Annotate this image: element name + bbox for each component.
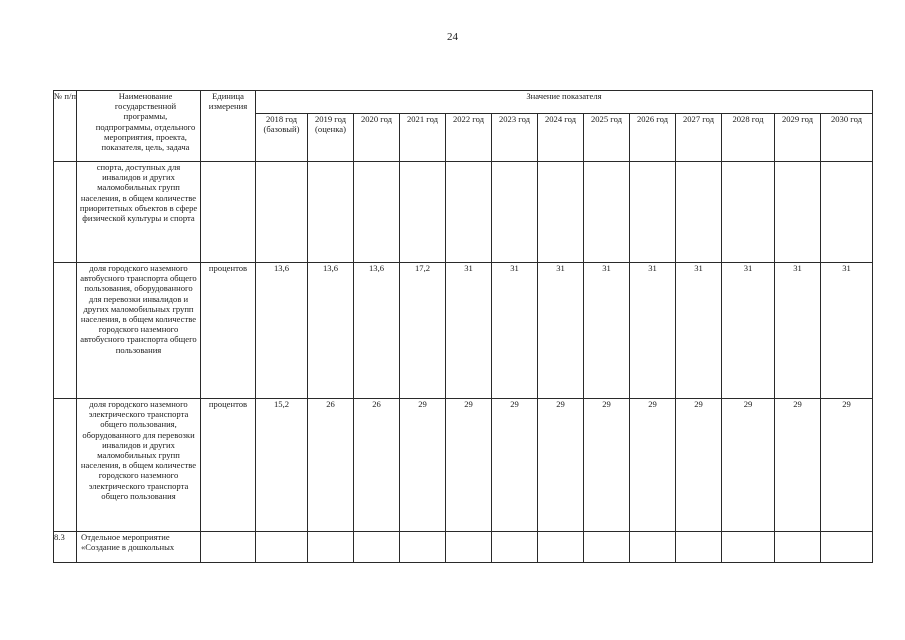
row-num: [54, 263, 77, 399]
value-cell: 29: [676, 399, 722, 532]
value-cell: 31: [821, 263, 873, 399]
value-cell: 29: [400, 399, 446, 532]
year-header: 2019 год (оценка): [308, 114, 354, 162]
table-row: [54, 399, 873, 532]
value-cell: 31: [676, 263, 722, 399]
value-cell: 26: [308, 399, 354, 532]
value-cell: 31: [630, 263, 676, 399]
year-header: 2024 год: [538, 114, 584, 162]
value-cell: [400, 162, 446, 263]
header-row: [54, 91, 873, 114]
row-name: Отдельное мероприятие «Создание в дошкольных: [77, 532, 201, 563]
value-cell: 15,2: [256, 399, 308, 532]
value-cell: [446, 532, 492, 563]
value-cell: 29: [821, 399, 873, 532]
value-cell: [538, 162, 584, 263]
row-name: спорта, доступных для инвалидов и других маломобильных групп населения, в общем количестве приоритетных объектов в сфере физической культуры и спорта: [77, 162, 201, 263]
value-cell: [354, 162, 400, 263]
row-num: 8.3: [54, 532, 77, 563]
row-name: доля городского наземного автобусного транспорта общего пользования, оборудованного для перевозки инвалидов и других маломобильных групп населения, в общем количестве городского наземного автобусного транспорта общего пользования: [77, 263, 201, 399]
row-num: [54, 162, 77, 263]
value-cell: 29: [630, 399, 676, 532]
value-cell: [308, 532, 354, 563]
year-header: 2018 год (базовый): [256, 114, 308, 162]
value-cell: 31: [775, 263, 821, 399]
value-cell: [722, 162, 775, 263]
value-cell: 29: [722, 399, 775, 532]
year-header: 2026 год: [630, 114, 676, 162]
table-row: [54, 263, 873, 399]
row-unit: [201, 532, 256, 563]
value-cell: [775, 532, 821, 563]
value-cell: 13,6: [308, 263, 354, 399]
value-cell: [821, 162, 873, 263]
value-cell: [308, 162, 354, 263]
value-cell: [400, 532, 446, 563]
value-cell: 17,2: [400, 263, 446, 399]
value-cell: [676, 532, 722, 563]
year-header: 2020 год: [354, 114, 400, 162]
value-cell: 29: [538, 399, 584, 532]
indicators-table: [53, 90, 873, 563]
value-cell: [354, 532, 400, 563]
value-cell: 29: [584, 399, 630, 532]
value-cell: 13,6: [354, 263, 400, 399]
value-cell: [492, 162, 538, 263]
value-cell: [256, 532, 308, 563]
value-cell: [446, 162, 492, 263]
year-header: 2021 год: [400, 114, 446, 162]
value-cell: 31: [584, 263, 630, 399]
value-cell: 29: [775, 399, 821, 532]
value-cell: 29: [446, 399, 492, 532]
table-row: [54, 532, 873, 563]
year-header: 2023 год: [492, 114, 538, 162]
value-cell: [630, 532, 676, 563]
row-num: [54, 399, 77, 532]
value-cell: [584, 162, 630, 263]
table-row: [54, 162, 873, 263]
row-name: доля городского наземного электрического транспорта общего пользования, оборудованного для перевозки инвалидов и других маломобильных групп населения, в общем количестве городского наземного электрического транспорта общего пользования: [77, 399, 201, 532]
value-cell: 31: [538, 263, 584, 399]
header-name: Наименование государственной программы, подпрограммы, отдельного мероприятия, проекта, показателя, цель, задача: [77, 91, 201, 162]
value-cell: 13,6: [256, 263, 308, 399]
year-header: 2029 год: [775, 114, 821, 162]
page-number: 24: [447, 31, 458, 43]
value-cell: 31: [446, 263, 492, 399]
header-value-group: Значение показателя: [256, 91, 873, 114]
header-unit: Единица измерения: [201, 91, 256, 162]
year-header: 2025 год: [584, 114, 630, 162]
value-cell: [775, 162, 821, 263]
value-cell: [584, 532, 630, 563]
year-header: 2027 год: [676, 114, 722, 162]
header-num: № п/п: [54, 91, 77, 162]
value-cell: 31: [722, 263, 775, 399]
row-unit: процентов: [201, 263, 256, 399]
value-cell: [630, 162, 676, 263]
year-header: 2030 год: [821, 114, 873, 162]
value-cell: 29: [492, 399, 538, 532]
year-header: 2022 год: [446, 114, 492, 162]
value-cell: [492, 532, 538, 563]
value-cell: 31: [492, 263, 538, 399]
value-cell: [821, 532, 873, 563]
value-cell: 26: [354, 399, 400, 532]
row-unit: процентов: [201, 399, 256, 532]
value-cell: [256, 162, 308, 263]
value-cell: [538, 532, 584, 563]
row-unit: [201, 162, 256, 263]
value-cell: [722, 532, 775, 563]
year-header: 2028 год: [722, 114, 775, 162]
value-cell: [676, 162, 722, 263]
